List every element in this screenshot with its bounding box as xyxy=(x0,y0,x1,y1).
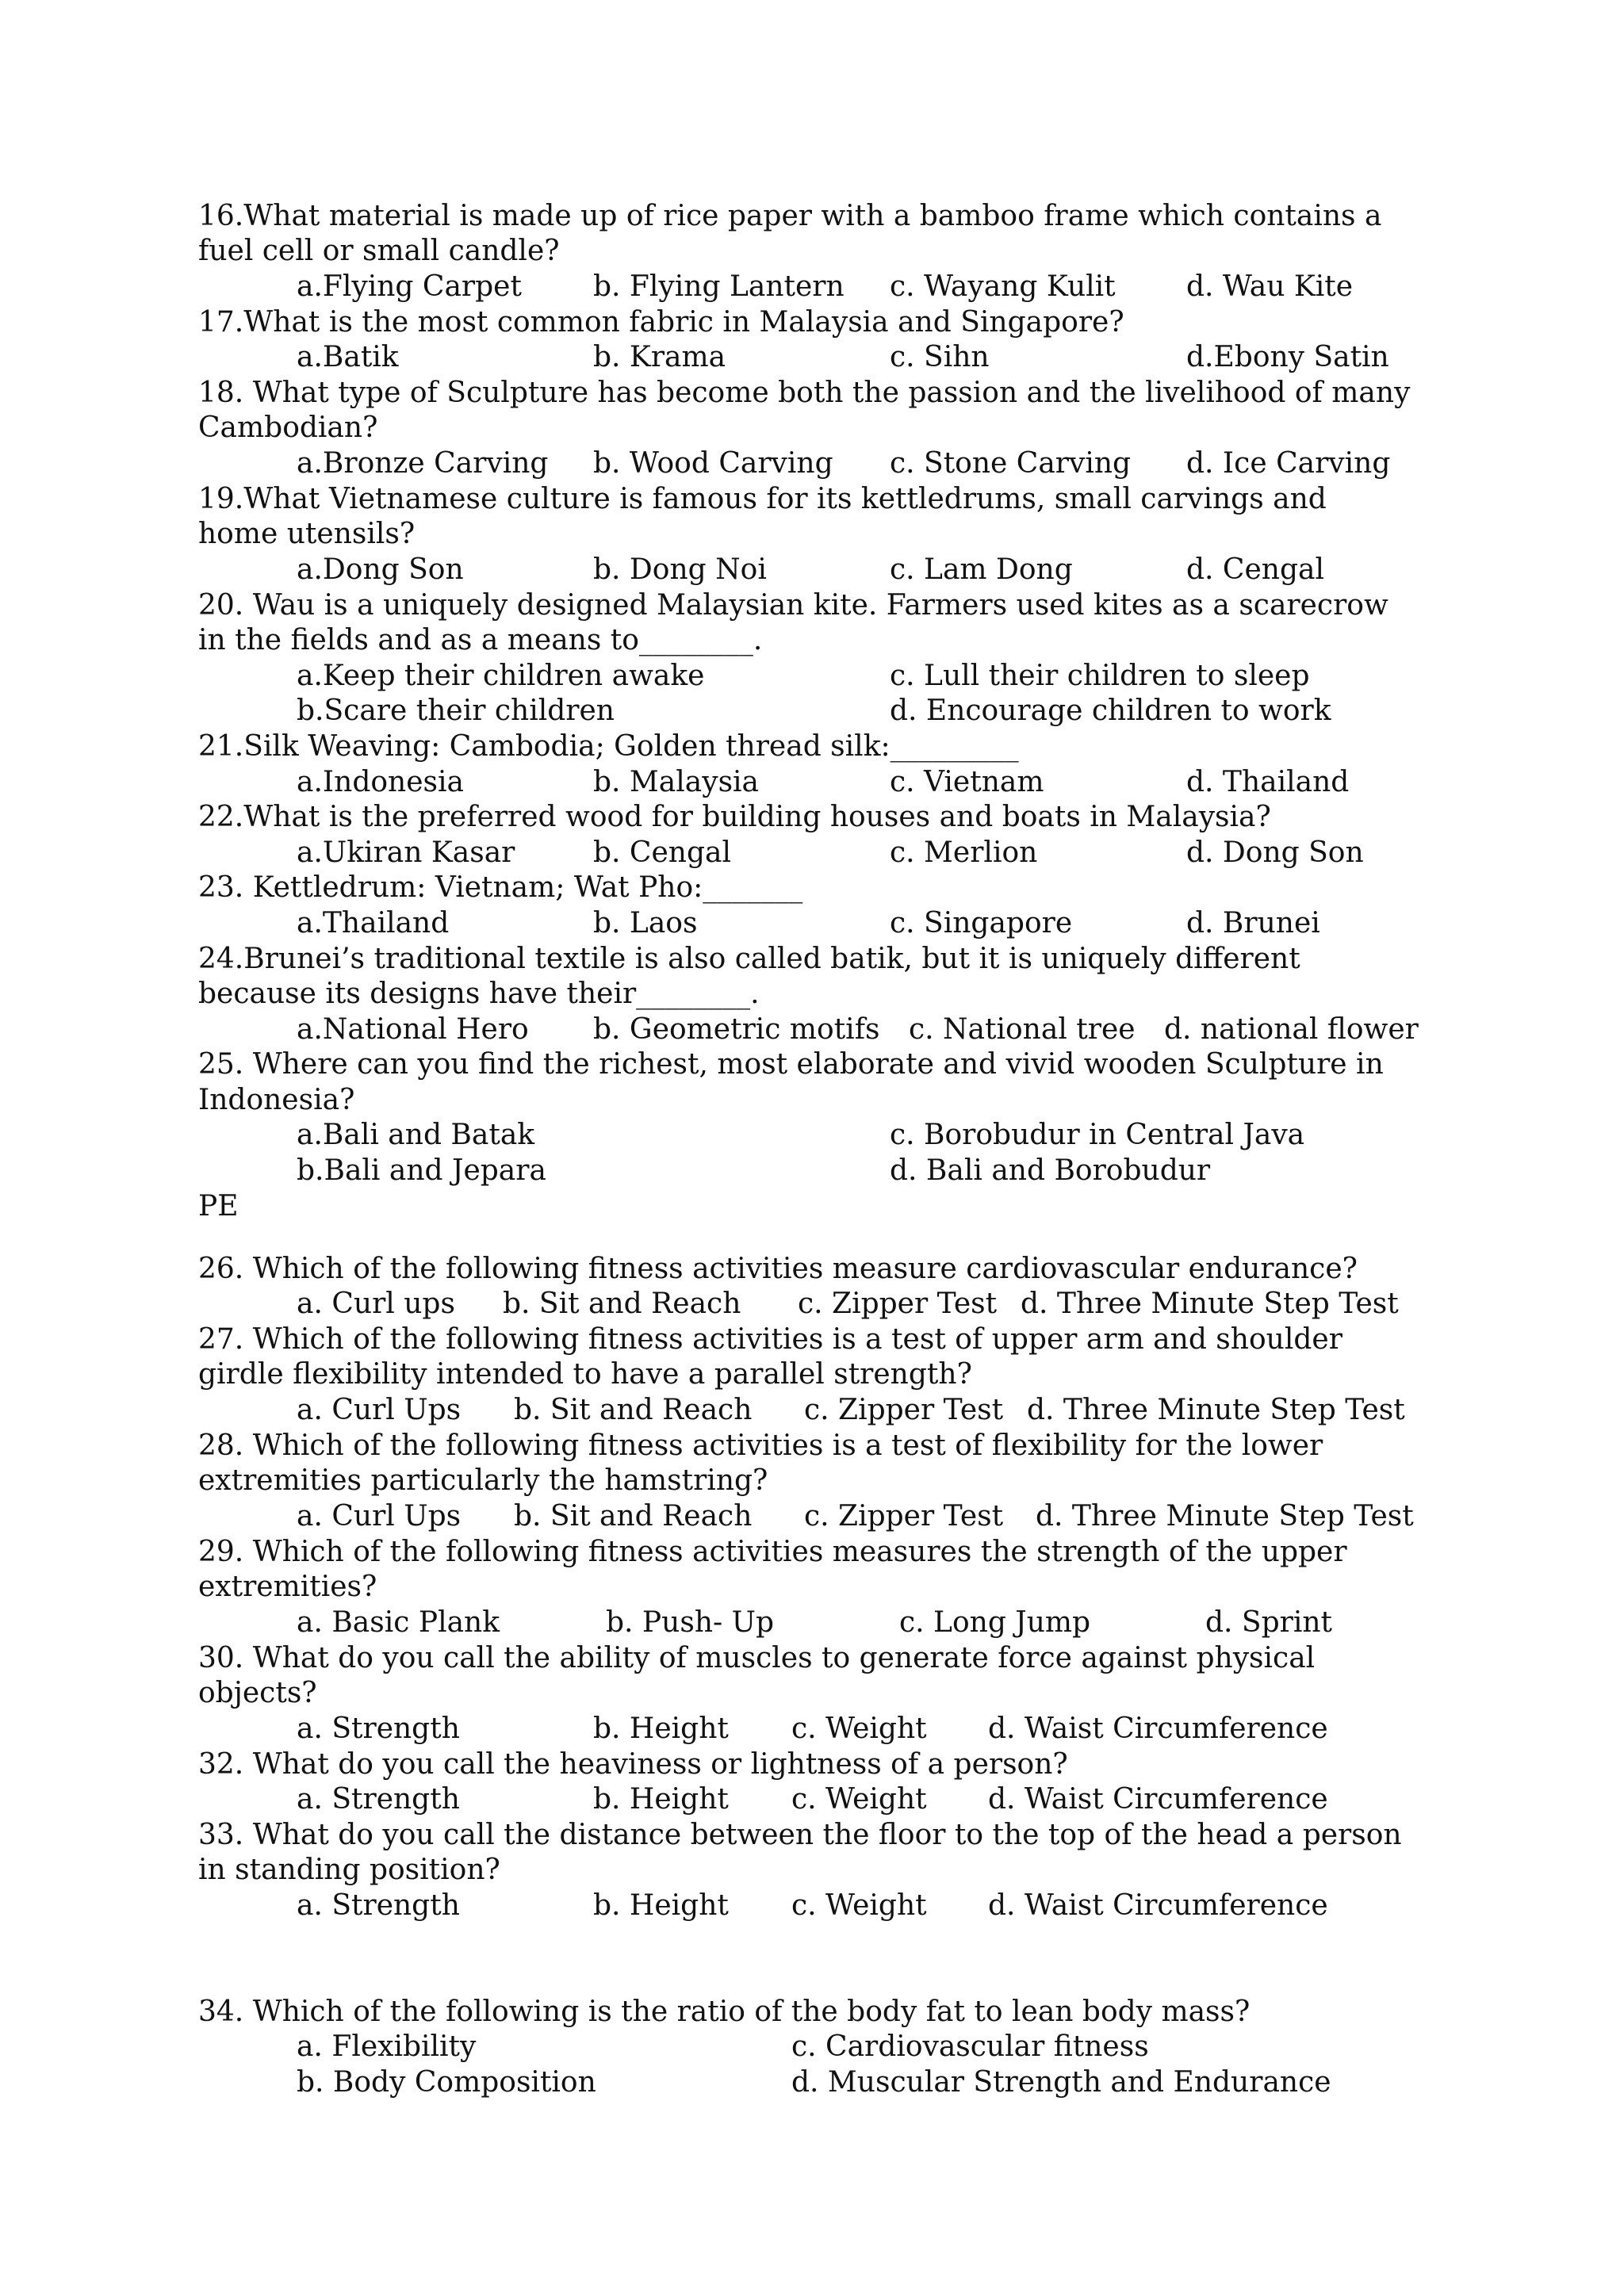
question-20-option-c: c. Lull their children to sleep xyxy=(890,660,1310,692)
question-18-option-d: d. Ice Carving xyxy=(1186,447,1391,480)
question-16-option-c: c. Wayang Kulit xyxy=(890,270,1116,303)
question-26-option-b: b. Sit and Reach xyxy=(503,1288,741,1320)
question-22-option-a: a.Ukiran Kasar xyxy=(297,836,515,869)
question-16-option-a: a.Flying Carpet xyxy=(297,270,522,303)
question-21-option-b: b. Malaysia xyxy=(593,766,760,798)
question-28-option-d: d. Three Minute Step Test xyxy=(1036,1500,1414,1533)
section-heading-pe: PE xyxy=(198,1190,239,1223)
question-33-option-a: a. Strength xyxy=(297,1889,460,1922)
question-16-text: 16.What material is made up of rice paper with a bamboo frame which contains a xyxy=(198,200,1382,232)
question-16-text-cont: fuel cell or small candle? xyxy=(198,235,560,267)
question-18-option-b: b. Wood Carving xyxy=(593,447,833,480)
question-25-option-a: a.Bali and Batak xyxy=(297,1119,535,1151)
question-30-option-b: b. Height xyxy=(593,1712,729,1745)
question-21-text: 21.Silk Weaving: Cambodia; Golden thread silk:_________ xyxy=(198,730,1019,763)
question-32-text: 32. What do you call the heaviness or lightness of a person? xyxy=(198,1748,1068,1781)
question-27-text-cont: girdle flexibility intended to have a parallel strength? xyxy=(198,1358,972,1391)
question-34-text: 34. Which of the following is the ratio of the body fat to lean body mass? xyxy=(198,1996,1251,2028)
question-17-option-c: c. Sihn xyxy=(890,341,990,373)
question-29-option-a: a. Basic Plank xyxy=(297,1606,500,1639)
question-20-text-cont: in the fields and as a means to________. xyxy=(198,624,763,656)
question-27-option-a: a. Curl Ups xyxy=(297,1394,462,1426)
question-30-text-cont: objects? xyxy=(198,1677,317,1709)
question-16-option-d: d. Wau Kite xyxy=(1186,270,1354,303)
question-32-option-a: a. Strength xyxy=(297,1783,460,1816)
question-22-text: 22.What is the preferred wood for building houses and boats in Malaysia? xyxy=(198,801,1271,833)
question-25-text: 25. Where can you find the richest, most elaborate and vivid wooden Sculpture in xyxy=(198,1048,1384,1081)
question-32-option-d: d. Waist Circumference xyxy=(988,1783,1328,1816)
question-18-text: 18. What type of Sculpture has become both the passion and the livelihood of many xyxy=(198,377,1411,409)
question-21-option-a: a.Indonesia xyxy=(297,766,464,798)
question-17-text: 17.What is the most common fabric in Malaysia and Singapore? xyxy=(198,306,1124,339)
question-23-option-b: b. Laos xyxy=(593,907,698,939)
question-33-option-d: d. Waist Circumference xyxy=(988,1889,1328,1922)
question-22-option-c: c. Merlion xyxy=(890,836,1038,869)
question-22-option-d: d. Dong Son xyxy=(1186,836,1364,869)
question-30-option-d: d. Waist Circumference xyxy=(988,1712,1328,1745)
question-30-option-c: c. Weight xyxy=(791,1712,927,1745)
question-26-text: 26. Which of the following fitness activities measure cardiovascular endurance? xyxy=(198,1253,1358,1285)
question-33-text-cont: in standing position? xyxy=(198,1854,500,1886)
question-23-text: 23. Kettledrum: Vietnam; Wat Pho:_______ xyxy=(198,871,803,904)
question-24-option-b: b. Geometric motifs xyxy=(593,1013,880,1046)
question-34-option-a: a. Flexibility xyxy=(297,2030,477,2063)
question-21-option-d: d. Thailand xyxy=(1186,766,1350,798)
question-29-option-b: b. Push- Up xyxy=(606,1606,774,1639)
question-25-option-b: b.Bali and Jepara xyxy=(297,1154,546,1187)
question-25-option-c: c. Borobudur in Central Java xyxy=(890,1119,1305,1151)
question-24-text-cont: because its designs have their________. xyxy=(198,978,760,1010)
question-18-option-a: a.Bronze Carving xyxy=(297,447,549,480)
question-34-option-c: c. Cardiovascular fitness xyxy=(791,2030,1149,2063)
question-27-option-b: b. Sit and Reach xyxy=(514,1394,753,1426)
question-21-option-c: c. Vietnam xyxy=(890,766,1044,798)
question-20-text: 20. Wau is a uniquely designed Malaysian kite. Farmers used kites as a scarecrow xyxy=(198,589,1388,622)
question-24-option-c: c. National tree xyxy=(909,1013,1136,1046)
question-23-option-a: a.Thailand xyxy=(297,907,450,939)
question-17-option-b: b. Krama xyxy=(593,341,726,373)
question-30-text: 30. What do you call the ability of muscles to generate force against physical xyxy=(198,1642,1316,1674)
question-25-text-cont: Indonesia? xyxy=(198,1084,355,1116)
question-29-option-d: d. Sprint xyxy=(1205,1606,1333,1639)
question-20-option-a: a.Keep their children awake xyxy=(297,660,705,692)
question-34-option-b: b. Body Composition xyxy=(297,2066,596,2099)
question-27-option-c: c. Zipper Test xyxy=(804,1394,1004,1426)
question-23-option-d: d. Brunei xyxy=(1186,907,1320,939)
question-26-option-c: c. Zipper Test xyxy=(798,1288,998,1320)
question-24-text: 24.Brunei’s traditional textile is also called batik, but it is uniquely different xyxy=(198,943,1300,975)
question-29-option-c: c. Long Jump xyxy=(899,1606,1091,1639)
question-25-option-d: d. Bali and Borobudur xyxy=(890,1154,1211,1187)
question-18-option-c: c. Stone Carving xyxy=(890,447,1132,480)
question-33-option-b: b. Height xyxy=(593,1889,729,1922)
question-19-text: 19.What Vietnamese culture is famous for its kettledrums, small carvings and xyxy=(198,483,1327,515)
question-19-option-d: d. Cengal xyxy=(1186,553,1324,586)
question-20-option-d: d. Encourage children to work xyxy=(890,695,1331,727)
question-24-option-d: d. national flower xyxy=(1164,1013,1419,1046)
question-28-option-b: b. Sit and Reach xyxy=(514,1500,753,1533)
question-19-option-a: a.Dong Son xyxy=(297,553,464,586)
question-19-option-b: b. Dong Noi xyxy=(593,553,767,586)
question-28-option-a: a. Curl Ups xyxy=(297,1500,462,1533)
question-24-option-a: a.National Hero xyxy=(297,1013,529,1046)
question-18-text-cont: Cambodian? xyxy=(198,411,378,444)
question-20-option-b: b.Scare their children xyxy=(297,695,615,727)
question-23-option-c: c. Singapore xyxy=(890,907,1073,939)
question-17-option-a: a.Batik xyxy=(297,341,399,373)
question-33-option-c: c. Weight xyxy=(791,1889,927,1922)
question-30-option-a: a. Strength xyxy=(297,1712,460,1745)
question-22-option-b: b. Cengal xyxy=(593,836,731,869)
question-26-option-a: a. Curl ups xyxy=(297,1288,455,1320)
question-26-option-d: d. Three Minute Step Test xyxy=(1021,1288,1399,1320)
question-29-text-cont: extremities? xyxy=(198,1571,377,1603)
question-19-text-cont: home utensils? xyxy=(198,518,416,550)
question-17-option-d: d.Ebony Satin xyxy=(1186,341,1389,373)
question-32-option-c: c. Weight xyxy=(791,1783,927,1816)
question-32-option-b: b. Height xyxy=(593,1783,729,1816)
question-27-text: 27. Which of the following fitness activities is a test of upper arm and shoulder xyxy=(198,1323,1342,1356)
question-16-option-b: b. Flying Lantern xyxy=(593,270,845,303)
question-19-option-c: c. Lam Dong xyxy=(890,553,1073,586)
question-27-option-d: d. Three Minute Step Test xyxy=(1027,1394,1405,1426)
question-28-text: 28. Which of the following fitness activities is a test of flexibility for the lower xyxy=(198,1429,1323,1462)
question-33-text: 33. What do you call the distance between the floor to the top of the head a person xyxy=(198,1819,1402,1851)
question-28-text-cont: extremities particularly the hamstring? xyxy=(198,1464,768,1497)
question-34-option-d: d. Muscular Strength and Endurance xyxy=(791,2066,1331,2099)
question-29-text: 29. Which of the following fitness activities measures the strength of the upper xyxy=(198,1536,1347,1568)
question-28-option-c: c. Zipper Test xyxy=(804,1500,1004,1533)
